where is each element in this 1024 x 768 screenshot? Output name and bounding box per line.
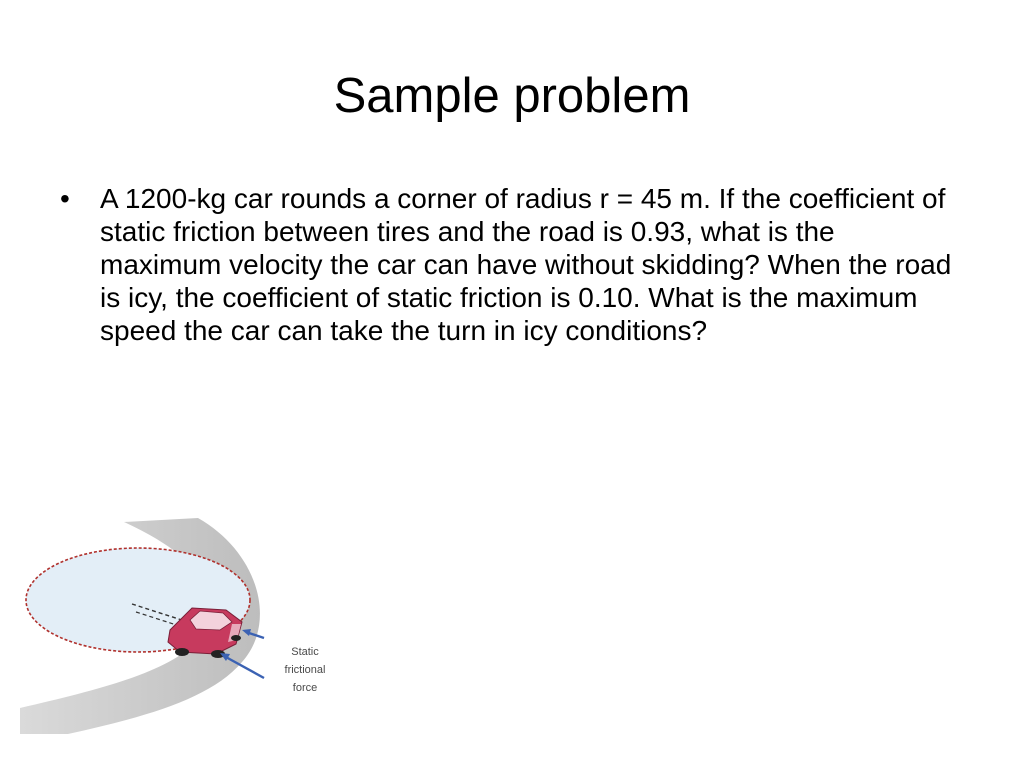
- car-turn-figure: [20, 512, 326, 734]
- bullet-list: [58, 182, 963, 347]
- figure-label-line: force: [292, 682, 318, 694]
- figure-label-line: frictional: [284, 664, 326, 676]
- problem-text: A 1200-kg car rounds a corner of radius r = 45 m. If the coefficient of static friction between tires and the road is 0.93, what is the maximum velocity the car can have without skidding? When the road is icy, the coefficient of static friction is 0.10. What is the maximum speed the car can take the turn in icy conditions?: [100, 183, 952, 346]
- car-turn-illustration: [20, 512, 320, 734]
- bullet-dot: •: [60, 183, 70, 214]
- slide-title: Sample problem: [333, 69, 691, 123]
- figure-label-line: Static: [291, 646, 319, 658]
- bullet-item: [58, 182, 963, 347]
